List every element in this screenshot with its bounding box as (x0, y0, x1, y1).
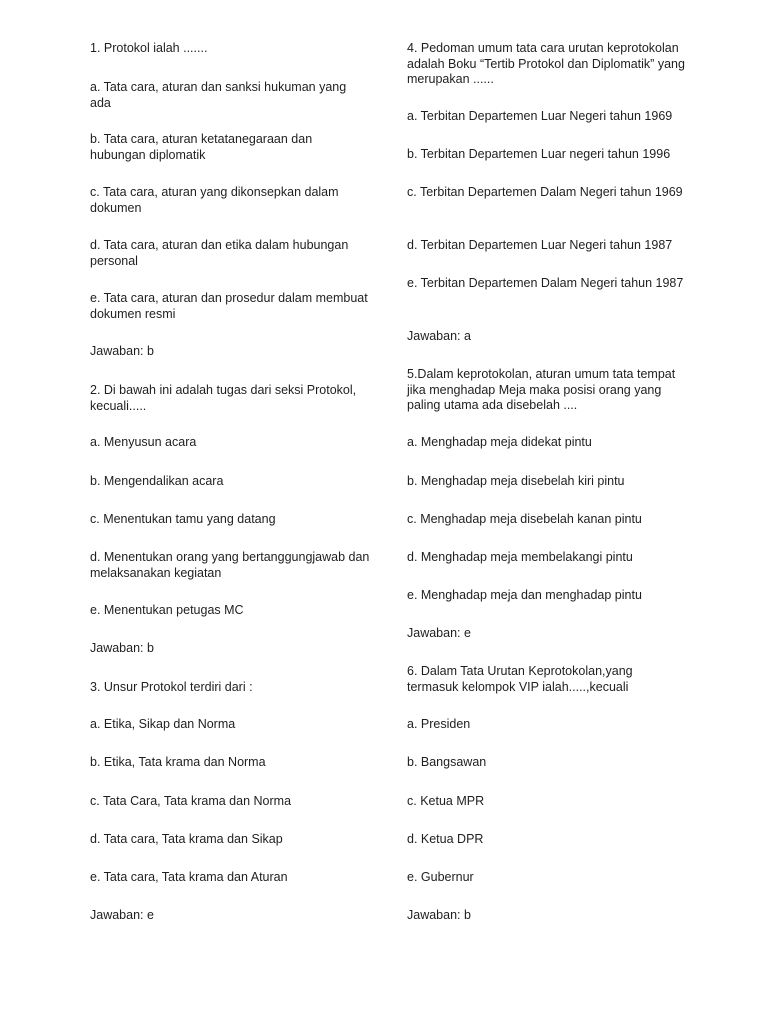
question-5-option-c: c. Menghadap meja disebelah kanan pintu (407, 512, 642, 526)
question-4-option-e: e. Terbitan Departemen Dalam Negeri tahun 1987 (407, 276, 684, 290)
question-3-text: 3. Unsur Protokol terdiri dari : (90, 680, 253, 694)
question-1-answer: Jawaban: b (90, 344, 154, 358)
question-6-option-a: a. Presiden (407, 717, 471, 731)
question-5-option-d: d. Menghadap meja membelakangi pintu (407, 550, 633, 564)
question-5-option-b: b. Menghadap meja disebelah kiri pintu (407, 474, 625, 488)
question-5-answer: Jawaban: e (407, 626, 471, 640)
question-2-option-c: c. Menentukan tamu yang datang (90, 512, 276, 526)
question-6-option-b: b. Bangsawan (407, 755, 487, 769)
question-2-answer: Jawaban: b (90, 641, 154, 655)
question-2-option-d: d. Menentukan orang yang bertanggungjawab dan melaksanakan kegiatan (90, 550, 370, 580)
question-5-text: 5.Dalam keprotokolan, aturan umum tata tempat jika menghadap Meja maka posisi orang yang paling utama ada disebelah .... (407, 367, 676, 412)
question-1-option-a: a. Tata cara, aturan dan sanksi hukuman yang ada (90, 80, 347, 110)
question-2-option-b: b. Mengendalikan acara (90, 474, 224, 488)
question-5-option-a: a. Menghadap meja didekat pintu (407, 435, 592, 449)
question-2-option-e: e. Menentukan petugas MC (90, 603, 244, 617)
question-3-option-b: b. Etika, Tata krama dan Norma (90, 755, 266, 769)
question-6-option-e: e. Gubernur (407, 870, 474, 884)
question-1-option-c: c. Tata cara, aturan yang dikonsepkan dalam dokumen (90, 185, 339, 215)
question-3-answer: Jawaban: e (90, 908, 154, 922)
question-6-option-c: c. Ketua MPR (407, 794, 485, 808)
question-1-option-e: e. Tata cara, aturan dan prosedur dalam membuat dokumen resmi (90, 291, 368, 321)
question-6-answer: Jawaban: b (407, 908, 471, 922)
question-6-option-d: d. Ketua DPR (407, 832, 484, 846)
question-1-option-d: d. Tata cara, aturan dan etika dalam hubungan personal (90, 238, 349, 268)
question-3-option-d: d. Tata cara, Tata krama dan Sikap (90, 832, 283, 846)
question-4-option-d: d. Terbitan Departemen Luar Negeri tahun 1987 (407, 238, 673, 252)
question-3-option-a: a. Etika, Sikap dan Norma (90, 717, 236, 731)
question-4-answer: Jawaban: a (407, 329, 471, 343)
question-1-text: 1. Protokol ialah ....... (90, 41, 208, 55)
question-4-option-a: a. Terbitan Departemen Luar Negeri tahun 1969 (407, 109, 673, 123)
question-3-option-c: c. Tata Cara, Tata krama dan Norma (90, 794, 292, 808)
question-3-option-e: e. Tata cara, Tata krama dan Aturan (90, 870, 288, 884)
question-4-text: 4. Pedoman umum tata cara urutan keprotokolan adalah Boku “Tertib Protokol dan Diplomatik” yang merupakan ...... (407, 41, 685, 86)
question-4-option-b: b. Terbitan Departemen Luar negeri tahun 1996 (407, 147, 671, 161)
question-2-option-a: a. Menyusun acara (90, 435, 197, 449)
question-1-option-b: b. Tata cara, aturan ketatanegaraan dan hubungan diplomatik (90, 132, 313, 162)
question-2-text: 2. Di bawah ini adalah tugas dari seksi Protokol, kecuali..... (90, 383, 357, 413)
question-4-option-c: c. Terbitan Departemen Dalam Negeri tahun 1969 (407, 185, 683, 199)
question-6-text: 6. Dalam Tata Urutan Keprotokolan,yang termasuk kelompok VIP ialah.....,kecuali (407, 664, 633, 694)
question-5-option-e: e. Menghadap meja dan menghadap pintu (407, 588, 642, 602)
